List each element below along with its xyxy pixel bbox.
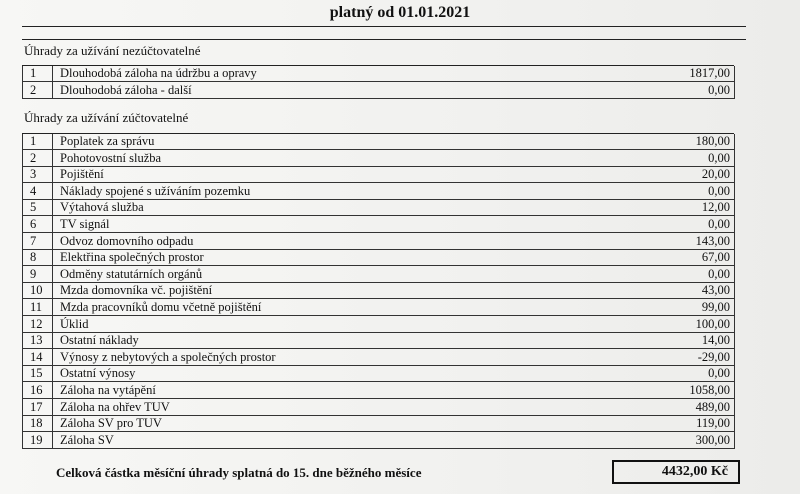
row-label: Odměny statutárních orgánů: [60, 266, 203, 281]
row-number: 18: [30, 416, 43, 431]
table-row: [22, 317, 734, 333]
table-column-line: [52, 66, 53, 99]
row-value: 99,00: [701, 300, 730, 314]
row-number: 2: [30, 150, 37, 165]
table-row: [22, 83, 734, 99]
row-value: 0,00: [708, 150, 730, 165]
row-value: 43,00: [701, 283, 730, 298]
row-number: 16: [30, 383, 43, 397]
row-label: Záloha na vytápění: [60, 383, 156, 397]
row-value: 180,00: [695, 134, 730, 148]
row-value: 12,00: [701, 200, 730, 215]
table-row: [22, 134, 734, 150]
row-value: 489,00: [695, 399, 730, 414]
row-number: 8: [30, 250, 37, 265]
row-value: 14,00: [701, 333, 730, 348]
row-number: 7: [30, 233, 37, 248]
total-amount: 4432,00 Kč: [661, 464, 728, 479]
row-number: 15: [30, 366, 43, 381]
row-label: Výnosy z nebytových a společných prostor: [60, 349, 276, 364]
row-number: 12: [30, 316, 43, 331]
table-row: [22, 383, 734, 399]
row-label: Pohotovostní služba: [60, 150, 162, 165]
table-row: [22, 333, 734, 349]
row-number: 5: [30, 200, 37, 215]
row-label: Náklady spojené s užíváním pozemku: [60, 183, 251, 198]
table-row: [22, 416, 734, 432]
row-label: Ostatní výnosy: [60, 366, 136, 381]
row-label: Odvoz domovního odpadu: [60, 233, 194, 248]
row-number: 1: [30, 134, 37, 148]
table-row: [22, 267, 734, 283]
row-number: 4: [30, 183, 37, 198]
title-rule: [22, 26, 746, 27]
total-label: Celková částka měsíční úhrady splatná do 15. dne běžného měsíce: [56, 465, 422, 480]
table-row: [22, 184, 734, 200]
row-value: 143,00: [695, 233, 730, 248]
table-column-line: [22, 134, 23, 449]
row-value: 0,00: [708, 82, 730, 97]
section-heading-non-billable: Úhrady za užívání nezúčtovatelné: [24, 43, 201, 58]
row-number: 19: [30, 432, 43, 447]
row-number: 2: [30, 82, 37, 97]
table-row: [22, 217, 734, 233]
table-row: [22, 200, 734, 216]
table-row: [22, 433, 734, 449]
row-value: -29,00: [697, 349, 730, 364]
section-heading-billable: Úhrady za užívání zúčtovatelné: [24, 110, 189, 125]
table-row: [22, 66, 734, 82]
table-row: [22, 167, 734, 183]
row-label: TV signál: [60, 217, 110, 231]
row-label: Ostatní náklady: [60, 333, 139, 348]
table-row: [22, 400, 734, 416]
row-number: 9: [30, 266, 37, 281]
row-value: 0,00: [708, 266, 730, 281]
row-label: Výtahová služba: [60, 200, 144, 215]
table-row: [22, 366, 734, 382]
table-row: [22, 300, 734, 316]
table-row: [22, 283, 734, 299]
row-value: 1817,00: [689, 66, 730, 80]
row-value: 1058,00: [689, 383, 730, 397]
row-number: 1: [30, 66, 37, 80]
row-value: 0,00: [708, 217, 730, 231]
table-column-line: [22, 66, 23, 99]
table-row: [22, 151, 734, 167]
row-label: Pojištění: [60, 167, 104, 182]
row-label: Mzda pracovníků domu včetně pojištění: [60, 300, 262, 314]
row-label: Mzda domovníka vč. pojištění: [60, 283, 213, 298]
table-row: [22, 234, 734, 250]
row-number: 17: [30, 399, 43, 414]
row-value: 20,00: [701, 167, 730, 182]
row-number: 6: [30, 217, 37, 231]
row-number: 3: [30, 167, 37, 182]
header-rule: [22, 39, 746, 40]
document-title: platný od 01.01.2021: [329, 4, 471, 21]
row-value: 0,00: [708, 183, 730, 198]
row-label: Záloha na ohřev TUV: [60, 399, 170, 414]
row-value: 0,00: [708, 366, 730, 381]
row-label: Dlouhodobá záloha na údržbu a opravy: [60, 66, 257, 80]
row-number: 14: [30, 349, 43, 364]
table-row: [22, 350, 734, 366]
row-label: Dlouhodobá záloha - další: [60, 82, 192, 97]
row-number: 10: [30, 283, 43, 298]
row-label: Záloha SV pro TUV: [60, 416, 162, 431]
table-column-line: [52, 134, 53, 449]
row-label: Úklid: [60, 316, 89, 331]
row-number: 11: [30, 300, 43, 314]
row-value: 67,00: [701, 250, 730, 265]
row-value: 119,00: [696, 416, 730, 431]
row-number: 13: [30, 333, 43, 348]
table-column-line: [734, 66, 735, 99]
table-column-line: [734, 134, 735, 449]
row-value: 300,00: [695, 432, 730, 447]
table-row: [22, 250, 734, 266]
row-label: Záloha SV: [60, 432, 114, 447]
row-label: Elektřina společných prostor: [60, 250, 204, 265]
row-label: Poplatek za správu: [60, 134, 155, 148]
row-value: 100,00: [695, 316, 730, 331]
total-amount-box: [612, 460, 740, 484]
